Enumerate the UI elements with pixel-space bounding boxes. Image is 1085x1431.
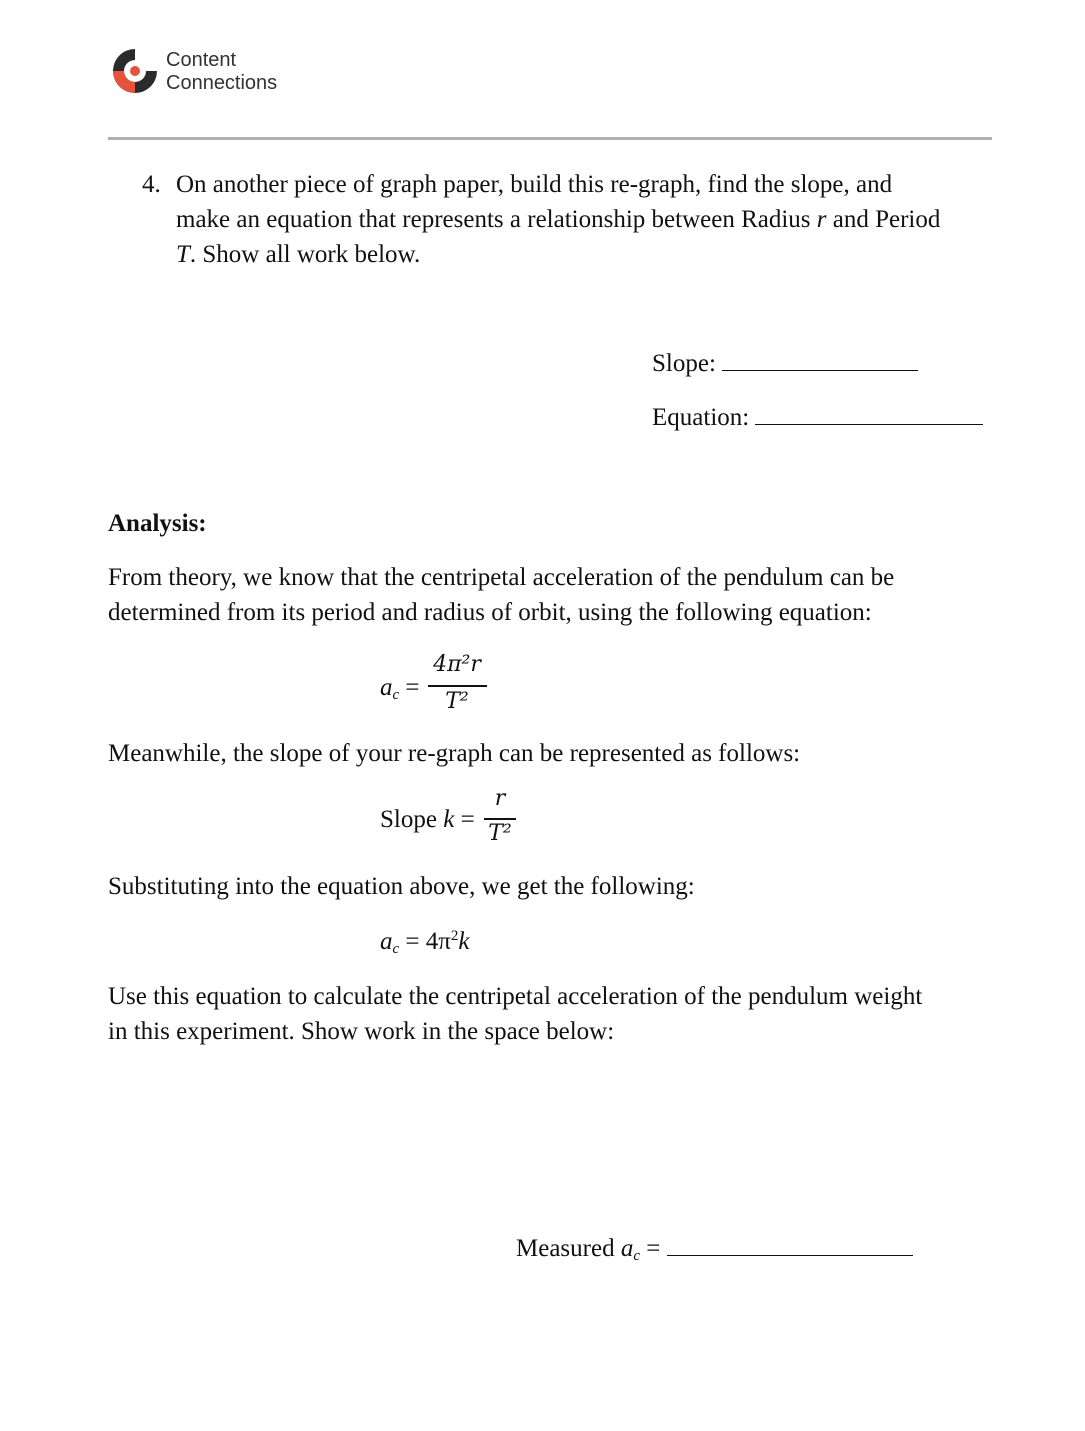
eq1-fraction-bar — [428, 685, 487, 687]
eq2-lhs: Slope k = — [380, 806, 475, 833]
analysis-p1-line2: determined from its period and radius of orbit, using the following equation: — [108, 599, 872, 626]
measured-blank[interactable] — [667, 1233, 913, 1256]
equation-blank[interactable] — [755, 402, 983, 425]
eq2-fraction-bar — [484, 818, 516, 820]
eq2-denominator: T² — [488, 821, 512, 846]
question-line1: On another piece of graph paper, build this re-graph, find the slope, and — [176, 171, 893, 198]
content-connections-logo-icon — [110, 46, 160, 96]
analysis-p1-line1: From theory, we know that the centripetal acceleration of the pendulum can be — [108, 564, 895, 591]
equation-answer: Equation: — [652, 402, 983, 433]
analysis-p3: Substituting into the equation above, we get the following: — [108, 873, 695, 900]
eq3: $a_c = 4\pi^2k$ — [380, 928, 470, 957]
question-line3: T. Show all work below. — [176, 241, 421, 268]
analysis-heading: Analysis: — [108, 510, 207, 537]
analysis-p2: Meanwhile, the slope of your re-graph can be represented as follows: — [108, 740, 801, 767]
question-line2: make an equation that represents a relationship between Radius r and Period — [176, 206, 941, 233]
eq1-lhs: $a_c$ = — [380, 674, 420, 703]
eq1-denominator: T² — [445, 689, 469, 714]
question-number: 4. — [142, 171, 161, 198]
slope-blank[interactable] — [722, 348, 918, 371]
slope-answer: Slope: — [652, 348, 918, 379]
analysis-p4-line2: in this experiment. Show work in the space below: — [108, 1018, 615, 1045]
eq1-numerator: 4π²r — [433, 652, 481, 677]
measured-answer: Measured $a_c$ = — [516, 1233, 913, 1264]
logo-text-line1: Content — [166, 49, 237, 71]
logo-text-line2: Connections — [166, 72, 278, 94]
header-divider — [108, 137, 992, 140]
analysis-p4-line1: Use this equation to calculate the centripetal acceleration of the pendulum weight — [108, 983, 923, 1010]
eq2-numerator: r — [494, 786, 506, 811]
